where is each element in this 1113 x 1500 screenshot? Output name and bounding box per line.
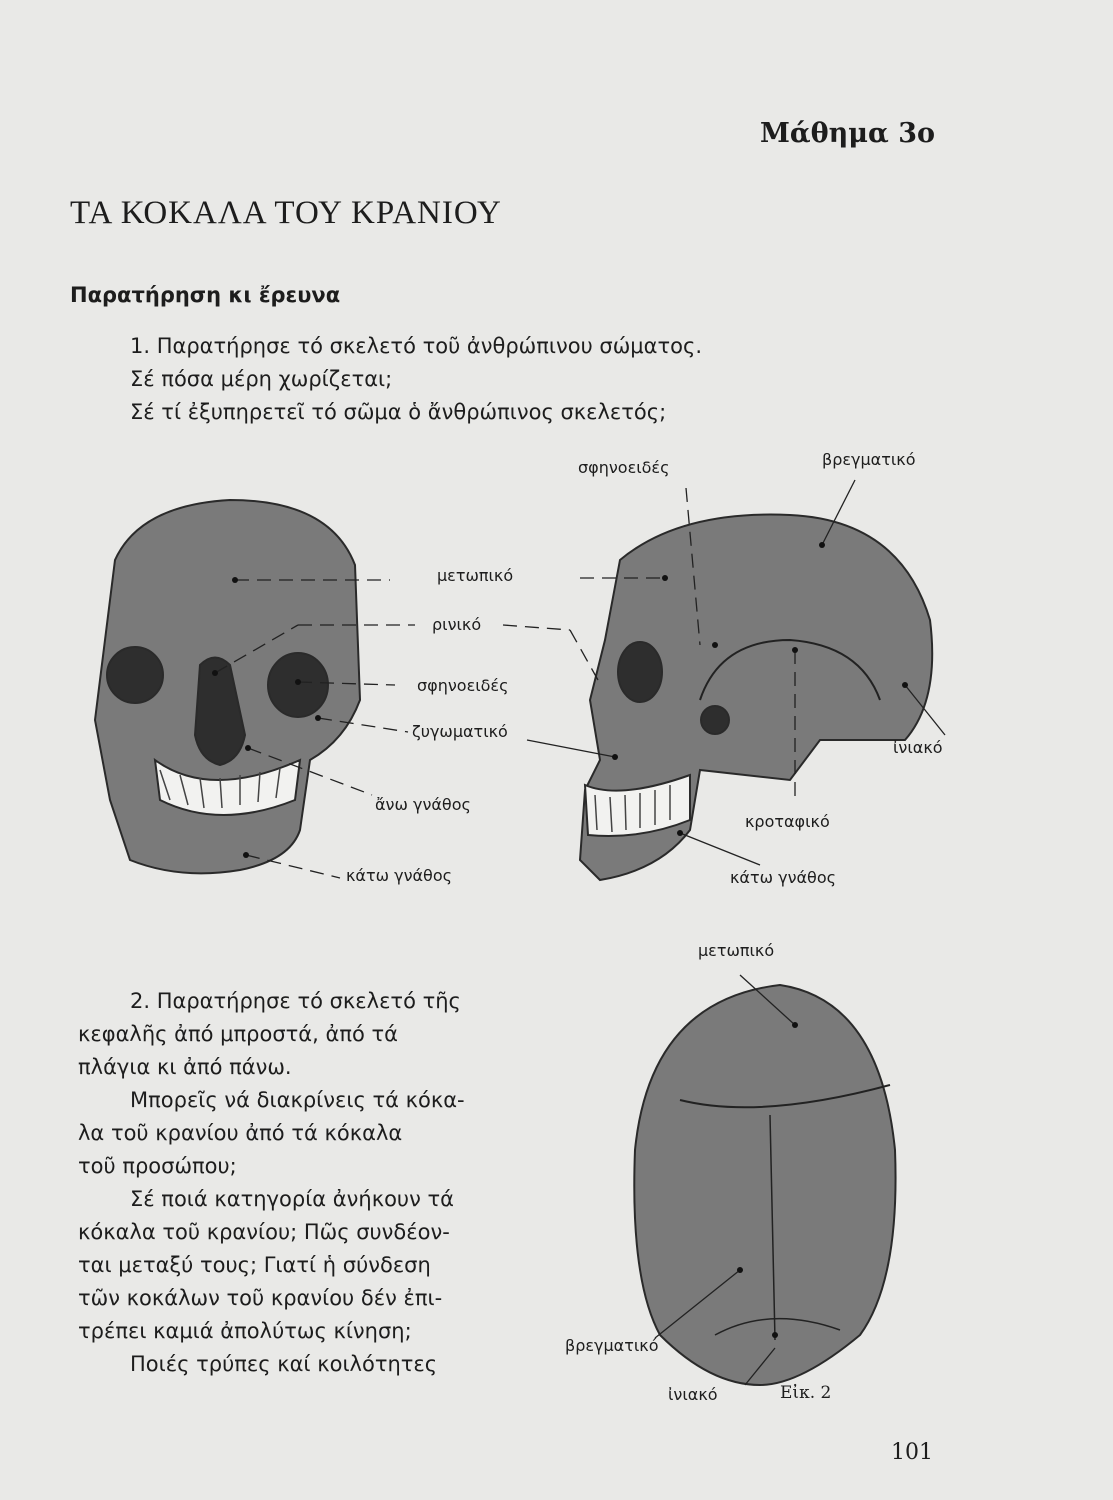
page-number: 101 [891, 1440, 933, 1465]
figure-caption: Εἰκ. 2 [780, 1383, 832, 1403]
label-metopiko: μετωπικό [437, 566, 514, 585]
label-vregmatiko-side: βρεγματικό [822, 450, 916, 469]
question-1-line: 1. Παρατήρησε τό σκελετό τοῦ ἀνθρώπινου σώματος. [130, 334, 702, 358]
label-kato-gnathos-front: κάτω γνάθος [346, 866, 453, 885]
question-2-line: τῶν κοκάλων τοῦ κρανίου δέν ἐπι- [78, 1286, 443, 1310]
question-2-line: Μπορεῖς νά διακρίνεις τά κόκα- [130, 1088, 465, 1112]
label-metopiko-top: μετωπικό [698, 941, 775, 960]
question-2-line: πλάγια κι ἀπό πάνω. [78, 1055, 292, 1079]
label-riniko: ρινικό [432, 615, 482, 634]
question-2-line: Ποιές τρύπες καί κοιλότητες [130, 1352, 438, 1376]
skull-front-view [95, 500, 360, 873]
label-krotafiko: κροταφικό [745, 812, 830, 831]
question-1-line: Σέ τί ἐξυπηρετεῖ τό σῶμα ὁ ἄνθρώπινος σκελετός; [130, 400, 667, 424]
label-vregmatiko-top: βρεγματικό [565, 1336, 659, 1355]
label-ano-gnathos: ἄνω γνάθος [375, 795, 471, 814]
question-2-line: κεφαλῆς ἀπό μπροστά, ἀπό τά [78, 1022, 398, 1046]
label-zygomatiko: ζυγωματικό [412, 722, 508, 741]
question-2 [78, 985, 550, 1381]
question-2-line: Σέ ποιά κατηγορία ἀνήκουν τά [130, 1187, 454, 1211]
lesson-number: Μάθημα 3ο [759, 118, 935, 149]
question-2-line: ται μεταξύ τους; Γιατί ἡ σύνδεση [78, 1253, 431, 1277]
question-2-line: κόκαλα τοῦ κρανίου; Πῶς συνδέον- [78, 1220, 450, 1244]
question-2-line: τοῦ προσώπου; [78, 1154, 237, 1178]
question-2-line: τρέπει καμιά ἀπολύτως κίνηση; [78, 1319, 412, 1343]
page-title: ΤΑ ΚΟΚΑΛΑ ΤΟΥ ΚΡΑΝΙΟΥ [70, 195, 502, 231]
section-heading: Παρατήρηση κι ἔρευνα [70, 283, 341, 307]
question-2-line: λα τοῦ κρανίου ἀπό τά κόκαλα [78, 1121, 403, 1145]
label-kato-gnathos-side: κάτω γνάθος [730, 868, 837, 887]
label-sfinoeides-front: σφηνοειδές [417, 676, 509, 695]
label-sfinoeides-side: σφηνοειδές [578, 458, 670, 477]
skull-top-view [634, 985, 895, 1385]
question-1-line: Σέ πόσα μέρη χωρίζεται; [130, 367, 393, 391]
label-iniako-side: ἰνιακό [893, 738, 943, 757]
label-iniako-top: ἰνιακό [668, 1385, 718, 1404]
question-2-line: 2. Παρατήρησε τό σκελετό τῆς [130, 989, 461, 1013]
